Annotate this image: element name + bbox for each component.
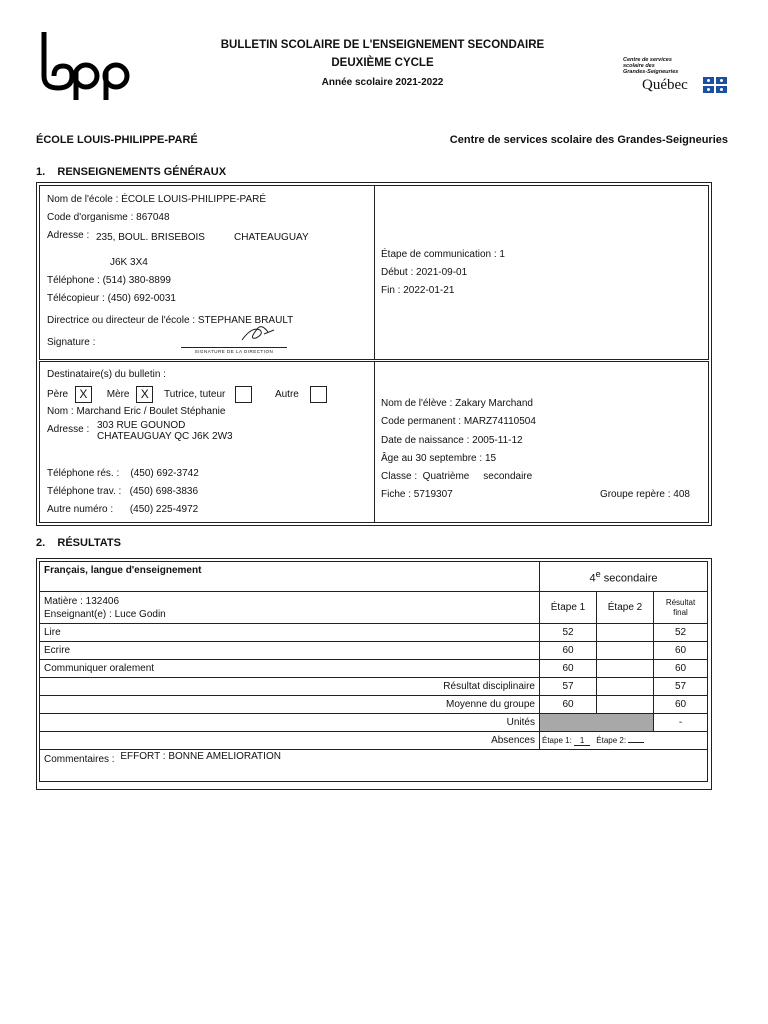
other-label: Autre (274, 389, 299, 401)
communication-step: Étape de communication : 1 (381, 249, 505, 260)
group-number: Groupe repère : 408 (599, 489, 690, 500)
period-end: Fin : 2022-01-21 (381, 285, 455, 296)
row-etape2 (597, 660, 654, 678)
results-table (39, 561, 708, 782)
disciplinary-etape2 (597, 678, 654, 696)
student-name: Nom de l'élève : Zakary Marchand (381, 398, 533, 409)
signature-label: Signature : (47, 337, 96, 348)
units-final: - (654, 714, 708, 732)
cssgs-logo: Centre de services scolaire des Grandes-Seigneuries (623, 57, 679, 75)
quebec-flag-icon (703, 77, 727, 93)
subject-name: Français, langue d'enseignement (40, 562, 540, 592)
group-average-etape2 (597, 696, 654, 714)
father-label: Père (47, 389, 69, 401)
school-logo (36, 30, 136, 100)
address-label: Adresse : (47, 230, 90, 241)
subject-details (40, 592, 540, 624)
mother-checkbox[interactable]: X (136, 386, 153, 403)
address-street: 235, BOUL. BRISEBOIS (96, 232, 205, 243)
other-phone: Autre numéro : (450) 225-4972 (47, 504, 199, 515)
absences-etape1-value: 1 (574, 736, 590, 746)
school-director: Directrice ou directeur de l'école : STEPHANE BRAULT (47, 315, 294, 326)
father-checkbox[interactable]: X (75, 386, 92, 403)
table-row (40, 642, 708, 660)
row-etape1: 60 (540, 660, 597, 678)
recipient-box (39, 361, 375, 523)
level-text: secondaire (603, 572, 658, 585)
col-etape2: Étape 2 (597, 592, 654, 624)
comments-row (40, 750, 708, 782)
mother-label: Mère (106, 389, 130, 401)
absences-label: Absences (40, 732, 540, 750)
work-phone: Téléphone trav. : (450) 698-3836 (47, 486, 199, 497)
comments-text: EFFORT : BONNE AMELIORATION (120, 751, 281, 762)
absences-values (540, 732, 708, 750)
school-name: Nom de l'école : ÉCOLE LOUIS-PHILIPPE-PARÉ (47, 194, 267, 205)
other-checkbox[interactable] (310, 386, 327, 403)
group-average-final: 60 (654, 696, 708, 714)
period-box (374, 185, 709, 360)
level-suffix: e (595, 568, 601, 579)
recipient-address-label: Adresse : (47, 424, 90, 435)
subject-code: Matière : 132406 (44, 595, 120, 607)
units-shaded-cell (540, 714, 654, 732)
recipient-address-line2: CHATEAUGUAY QC J6K 2W3 (97, 431, 233, 442)
recipient-types (47, 386, 327, 403)
birth-date: Date de naissance : 2005-11-12 (381, 435, 523, 446)
row-final: 60 (654, 660, 708, 678)
address-postal: J6K 3X4 (110, 257, 148, 268)
student-box (374, 361, 709, 523)
absences-etape2-label: Étape 2: (596, 735, 627, 745)
units-label: Unités (40, 714, 540, 732)
school-phone: Téléphone : (514) 380-8899 (47, 275, 171, 286)
signature-line (181, 347, 287, 348)
units-row (40, 714, 708, 732)
report-title: BULLETIN SCOLAIRE DE L'ENSEIGNEMENT SECONDAIRE (220, 39, 545, 51)
comments-cell (40, 750, 708, 782)
row-etape2 (597, 642, 654, 660)
row-label: Ecrire (40, 642, 540, 660)
quebec-wordmark: Québec (642, 77, 688, 93)
absences-etape1-label: Étape 1: (542, 735, 572, 745)
recipient-address (97, 420, 233, 442)
home-phone: Téléphone rés. : (450) 692-3742 (47, 468, 199, 479)
table-row (40, 624, 708, 642)
guardian-checkbox[interactable] (235, 386, 252, 403)
disciplinary-label: Résultat disciplinaire (40, 678, 540, 696)
school-fax: Télécopieur : (450) 692-0031 (47, 293, 176, 304)
group-average-label: Moyenne du groupe (40, 696, 540, 714)
guardian-label: Tutrice, tuteur (164, 389, 226, 401)
row-etape1: 52 (540, 624, 597, 642)
row-final: 52 (654, 624, 708, 642)
section-2-title: 2. RÉSULTATS (36, 537, 121, 549)
report-cycle: DEUXIÈME CYCLE (331, 57, 434, 69)
teacher-name: Enseignant(e) : Luce Godin (44, 608, 166, 620)
level-header (540, 562, 708, 592)
col-final-line2: final (673, 607, 688, 617)
row-label: Communiquer oralement (40, 660, 540, 678)
absences-etape2-value (628, 742, 644, 743)
absences-row (40, 732, 708, 750)
recipient-name: Nom : Marchand Eric / Boulet Stéphanie (47, 406, 226, 417)
service-center-header: Centre de services scolaire des Grandes-Seigneuries (449, 134, 728, 146)
school-info-box (39, 185, 375, 360)
col-etape1: Étape 1 (540, 592, 597, 624)
address-city: CHATEAUGUAY (234, 232, 309, 243)
signature-caption: SIGNATURE DE LA DIRECTION (194, 349, 274, 354)
col-final-line1: Résultat (665, 597, 696, 607)
disciplinary-final: 57 (654, 678, 708, 696)
disciplinary-etape1: 57 (540, 678, 597, 696)
permanent-code: Code permanent : MARZ74110504 (381, 416, 536, 427)
col-final (654, 592, 708, 624)
level-number: 4 (589, 572, 596, 585)
school-name-header: ÉCOLE LOUIS-PHILIPPE-PARÉ (36, 134, 198, 146)
row-etape2 (597, 624, 654, 642)
student-file: Fiche : 5719307 (381, 489, 453, 500)
group-average-row (40, 696, 708, 714)
row-etape1: 60 (540, 642, 597, 660)
recipients-label: Destinataire(s) du bulletin : (47, 369, 166, 380)
disciplinary-row (40, 678, 708, 696)
school-year: Année scolaire 2021-2022 (321, 77, 444, 88)
student-age: Âge au 30 septembre : 15 (381, 453, 497, 464)
row-final: 60 (654, 642, 708, 660)
org-code: Code d'organisme : 867048 (47, 212, 170, 223)
table-row (40, 660, 708, 678)
period-start: Début : 2021-09-01 (381, 267, 468, 278)
signature-scribble (212, 322, 292, 344)
recipient-address-line1: 303 RUE GOUNOD (97, 420, 186, 431)
student-class: Classe : Quatrième secondaire (381, 471, 533, 482)
group-average-etape1: 60 (540, 696, 597, 714)
comments-label: Commentaires : (44, 754, 115, 765)
section-1-title: 1. RENSEIGNEMENTS GÉNÉRAUX (36, 166, 227, 178)
row-label: Lire (40, 624, 540, 642)
